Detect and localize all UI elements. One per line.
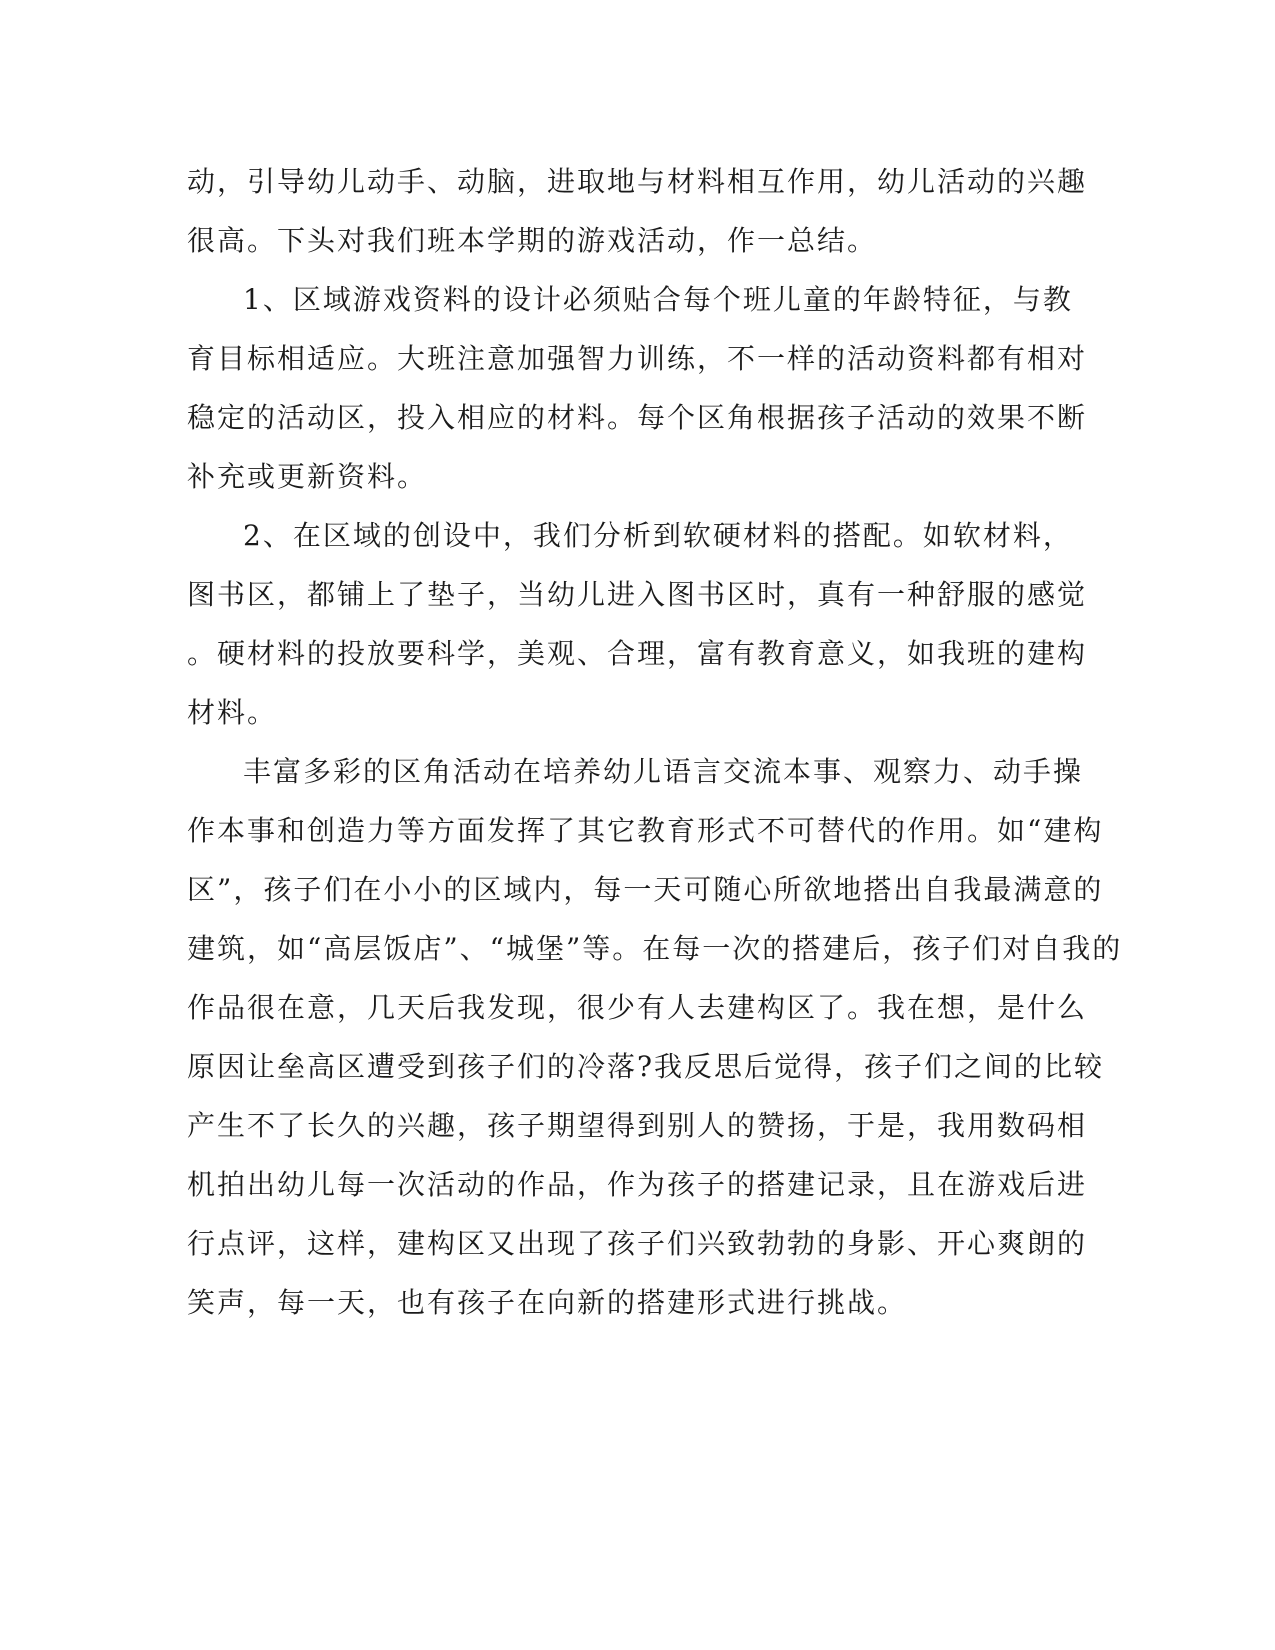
text-line: 很高。下头对我们班本学期的游戏活动，作一总结。 (187, 224, 878, 257)
text-line: 。硬材料的投放要科学，美观、合理，富有教育意义，如我班的建构 (187, 637, 1088, 670)
text-line: 产生不了长久的兴趣，孩子期望得到别人的赞扬，于是，我用数码相 (187, 1109, 1088, 1142)
text-line: 行点评，这样，建构区又出现了孩子们兴致勃勃的身影、开心爽朗的 (187, 1227, 1088, 1260)
paragraph-start-line: 2、在区域的创设中，我们分析到软硬材料的搭配。如软材料， (243, 519, 1073, 552)
text-line: 补充或更新资料。 (187, 460, 428, 493)
paragraph-start-line: 1、区域游戏资料的设计必须贴合每个班儿童的年龄特征，与教 (243, 283, 1073, 316)
text-line: 稳定的活动区，投入相应的材料。每个区角根据孩子活动的效果不断 (187, 401, 1088, 434)
text-line: 作品很在意，几天后我发现，很少有人去建构区了。我在想，是什么 (187, 991, 1088, 1024)
text-line: 作本事和创造力等方面发挥了其它教育形式不可替代的作用。如“建构 (187, 814, 1104, 847)
text-line: 育目标相适应。大班注意加强智力训练，不一样的活动资料都有相对 (187, 342, 1088, 375)
text-line: 区”，孩子们在小小的区域内，每一天可随心所欲地搭出自我最满意的 (187, 873, 1104, 906)
text-line: 机拍出幼儿每一次活动的作品，作为孩子的搭建记录，且在游戏后进 (187, 1168, 1088, 1201)
text-line: 建筑，如“高层饭店”、“城堡”等。在每一次的搭建后，孩子们对自我的 (187, 932, 1123, 965)
text-line: 动，引导幼儿动手、动脑，进取地与材料相互作用，幼儿活动的兴趣 (187, 165, 1088, 198)
text-line: 笑声，每一天，也有孩子在向新的搭建形式进行挑战。 (187, 1286, 908, 1319)
text-line: 图书区，都铺上了垫子，当幼儿进入图书区时，真有一种舒服的感觉 (187, 578, 1088, 611)
text-line: 原因让垒高区遭受到孩子们的冷落?我反思后觉得，孩子们之间的比较 (187, 1050, 1105, 1083)
text-line: 材料。 (187, 696, 278, 729)
paragraph-start-line: 丰富多彩的区角活动在培养幼儿语言交流本事、观察力、动手操 (243, 755, 1084, 788)
